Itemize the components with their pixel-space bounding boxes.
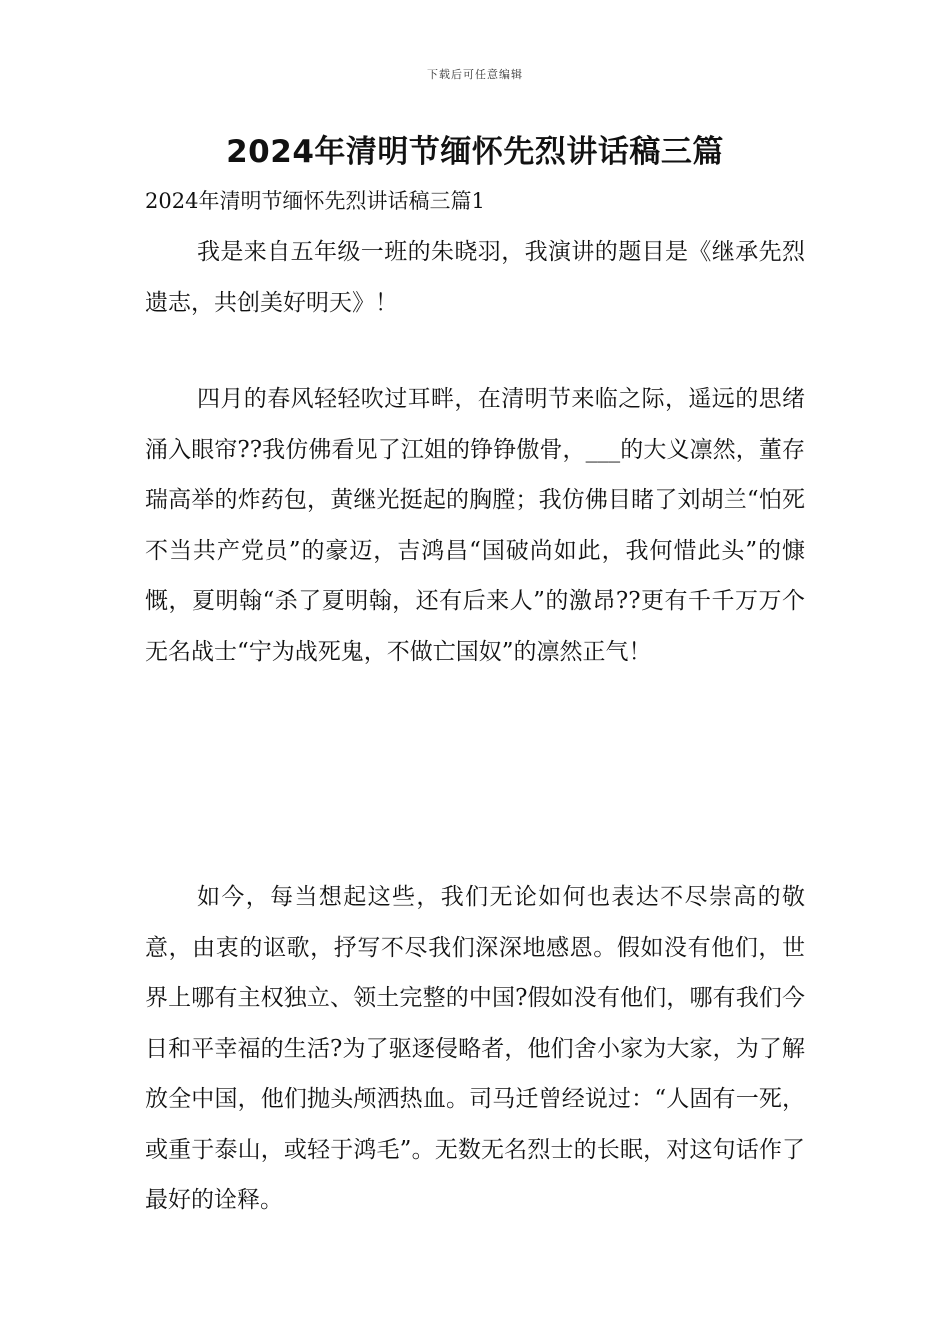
- section-heading: 2024年清明节缅怀先烈讲话稿三篇1: [145, 189, 485, 213]
- paragraph-1: 我是来自五年级一班的朱晓羽，我演讲的题目是《继承先烈遗志，共创美好明天》！: [145, 239, 805, 316]
- header-note: 下载后可任意编辑: [427, 68, 523, 81]
- paragraph-3: 如今，每当想起这些，我们无论如何也表达不尽崇高的敬意，由衷的讴歌，抒写不尽我们深深地感恩。假如没有他们，世界上哪有主权独立、领土完整的中国?假如没有他们，哪有我们今日和平幸福的生活?为了驱逐侵略者，他们舍小家为大家，为了解放全中国，他们抛头颅洒热血。司马迁曾经说过：“人固有一死，或重于泰山，或轻于鸿毛”。无数无名烈士的长眠，对这句话作了最好的诠释。: [145, 884, 805, 1213]
- document-title: 2024年清明节缅怀先烈讲话稿三篇: [226, 134, 724, 170]
- paragraph-2: 四月的春风轻轻吹过耳畔，在清明节来临之际，遥远的思绪涌入眼帘??我仿佛看见了江姐的铮铮傲骨，___的大义凛然，董存瑞高举的炸药包，黄继光挺起的胸膛；我仿佛目睹了刘胡兰“怕死不当共产党员”的豪迈，吉鸿昌“国破尚如此，我何惜此头”的慷慨，夏明翰“杀了夏明翰，还有后来人”的激昂??更有千千万万个无名战士“宁为战死鬼，不做亡国奴”的凛然正气！: [145, 386, 805, 665]
